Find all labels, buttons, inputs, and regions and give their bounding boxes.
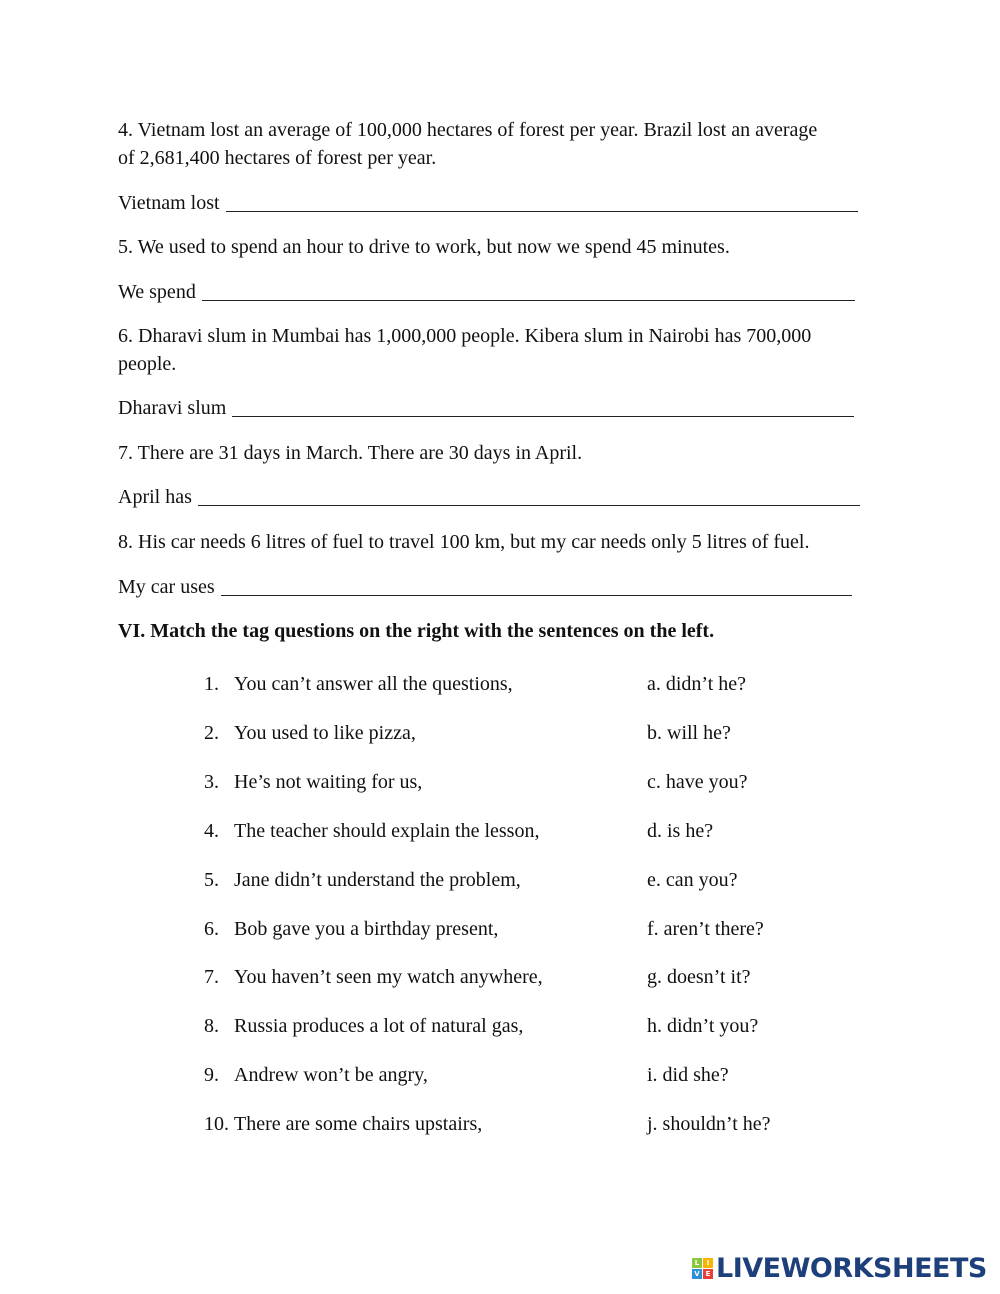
sentence-item <box>204 1112 482 1136</box>
tag-question: a. didn’t he? <box>647 673 747 695</box>
sentence-number: 2. <box>204 721 219 744</box>
sentence-text: The teacher should explain the lesson, <box>234 819 540 842</box>
answer-row <box>118 280 855 304</box>
sentence-item <box>204 917 498 941</box>
sentence-text: There are some chairs upstairs, <box>234 1113 483 1136</box>
question-text: of 2,681,400 hectares of forest per year. <box>118 147 437 169</box>
answer-blank[interactable] <box>221 575 852 596</box>
tag-question: f. aren’t there? <box>647 917 764 940</box>
question-text: 4. Vietnam lost an average of 100,000 hectares of forest per year. Brazil lost an average <box>118 119 818 141</box>
sentence-number: 5. <box>204 868 219 891</box>
sentence-text: You haven’t seen my watch anywhere, <box>234 966 543 989</box>
tag-question: e. can you? <box>647 868 738 891</box>
answer-row <box>118 191 858 215</box>
sentence-item <box>204 770 422 794</box>
answer-prompt: My car uses <box>118 576 215 598</box>
answer-prompt: Vietnam lost <box>118 192 220 214</box>
question-text: 5. We used to spend an hour to drive to work, but now we spend 45 minutes. <box>118 236 730 258</box>
tag-question: h. didn’t you? <box>647 1015 759 1038</box>
section-heading: VI. Match the tag questions on the right with the sentences on the left. <box>118 620 715 642</box>
sentence-text: Bob gave you a birthday present, <box>234 917 499 940</box>
sentence-number: 10. <box>204 1113 229 1136</box>
logo-text: LIVEWORKSHEETS <box>716 1253 987 1284</box>
sentence-item <box>204 965 543 989</box>
sentence-item <box>204 721 416 745</box>
tag-question: j. shouldn’t he? <box>647 1113 771 1136</box>
sentence-item <box>204 819 539 843</box>
tag-question: b. will he? <box>647 721 731 744</box>
question-text: 6. Dharavi slum in Mumbai has 1,000,000 people. Kibera slum in Nairobi has 700,000 <box>118 325 812 347</box>
answer-row <box>118 396 854 420</box>
sentence-number: 6. <box>204 917 219 940</box>
liveworksheets-logo <box>692 1253 987 1284</box>
answer-blank[interactable] <box>226 191 858 212</box>
answer-blank[interactable] <box>232 396 854 417</box>
sentence-text: He’s not waiting for us, <box>234 770 423 793</box>
answer-prompt: April has <box>118 486 192 508</box>
sentence-item <box>204 672 513 696</box>
question-text: 8. His car needs 6 litres of fuel to travel 100 km, but my car needs only 5 litres of fuel. <box>118 531 810 553</box>
question-text: people. <box>118 353 177 375</box>
tag-question: g. doesn’t it? <box>647 966 751 989</box>
sentence-text: You can’t answer all the questions, <box>234 673 513 695</box>
tag-question: d. is he? <box>647 819 714 842</box>
answer-blank[interactable] <box>202 280 855 301</box>
sentence-text: You used to like pizza, <box>234 721 416 744</box>
sentence-number: 1. <box>204 673 219 695</box>
answer-row <box>118 575 852 599</box>
sentence-item <box>204 868 521 892</box>
logo-squares-icon: L I V E <box>692 1258 713 1279</box>
question-text: 7. There are 31 days in March. There are 30 days in April. <box>118 442 583 464</box>
answer-prompt: Dharavi slum <box>118 397 227 419</box>
sentence-number: 4. <box>204 819 219 842</box>
sentence-item <box>204 1063 428 1087</box>
answer-row <box>118 485 860 509</box>
sentence-number: 8. <box>204 1015 219 1038</box>
tag-question: c. have you? <box>647 770 748 793</box>
answer-blank[interactable] <box>198 485 860 506</box>
answer-prompt: We spend <box>118 281 196 303</box>
sentence-text: Jane didn’t understand the problem, <box>234 868 521 891</box>
sentence-item <box>204 1014 523 1038</box>
sentence-text: Andrew won’t be angry, <box>234 1064 428 1087</box>
sentence-text: Russia produces a lot of natural gas, <box>234 1015 524 1038</box>
sentence-number: 3. <box>204 770 219 793</box>
sentence-number: 7. <box>204 966 219 989</box>
tag-question: i. did she? <box>647 1064 729 1087</box>
sentence-number: 9. <box>204 1064 219 1087</box>
